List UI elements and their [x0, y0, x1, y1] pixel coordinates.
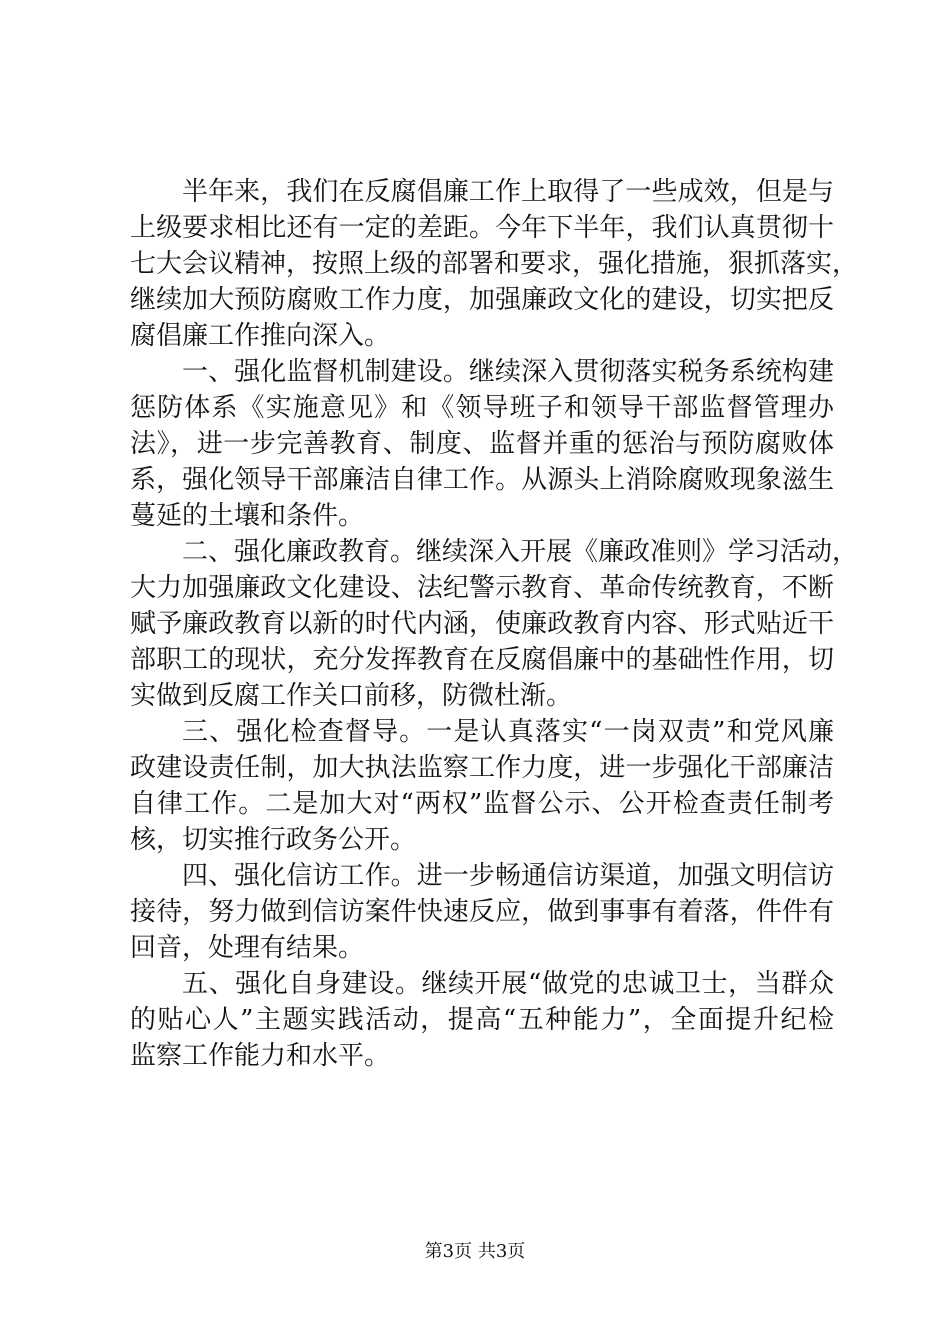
text-line: 一、强化监督机制建设。继续深入贯彻落实税务系统构建 — [182, 357, 834, 387]
document-body — [130, 174, 859, 1074]
text-line: 二、强化廉政教育。继续深入开展《廉政准则》学习活动， — [182, 537, 859, 567]
text-line: 核，切实推行政务公开。 — [130, 825, 417, 855]
text-line: 接待，努力做到信访案件快速反应，做到事事有着落，件件有 — [130, 897, 834, 927]
text-line: 上级要求相比还有一定的差距。今年下半年，我们认真贯彻十 — [130, 213, 834, 243]
text-line: 系，强化领导干部廉洁自律工作。从源头上消除腐败现象滋生 — [130, 465, 834, 495]
text-line: 四、强化信访工作。进一步畅通信访渠道，加强文明信访 — [182, 861, 834, 891]
text-line: 赋予廉政教育以新的时代内涵，使廉政教育内容、形式贴近干 — [130, 609, 834, 639]
text-line: 三、强化检查督导。一是认真落实“一岗双责”和党风廉 — [182, 717, 834, 747]
text-line: 继续加大预防腐败工作力度，加强廉政文化的建设，切实把反 — [130, 285, 834, 315]
page-footer: 第3页 共3页 — [424, 1241, 526, 1262]
text-line: 政建设责任制，加大执法监察工作力度，进一步强化干部廉洁 — [130, 753, 834, 783]
text-line: 蔓延的土壤和条件。 — [130, 501, 365, 531]
text-line: 七大会议精神，按照上级的部署和要求，强化措施，狠抓落实， — [130, 249, 859, 279]
text-line: 实做到反腐工作关口前移，防微杜渐。 — [130, 681, 573, 711]
text-line: 法》，进一步完善教育、制度、监督并重的惩治与预防腐败体 — [130, 429, 834, 459]
text-line: 半年来，我们在反腐倡廉工作上取得了一些成效，但是与 — [182, 177, 834, 207]
text-line: 五、强化自身建设。继续开展“做党的忠诚卫士，当群众 — [182, 969, 834, 999]
text-line: 腐倡廉工作推向深入。 — [130, 321, 391, 351]
text-line: 的贴心人”主题实践活动，提高“五种能力”，全面提升纪检 — [130, 1005, 834, 1035]
text-line: 自律工作。二是加大对“两权”监督公示、公开检查责任制考 — [130, 789, 834, 819]
text-line: 回音，处理有结果。 — [130, 933, 365, 963]
text-line: 惩防体系《实施意见》和《领导班子和领导干部监督管理办 — [130, 393, 834, 423]
text-line: 监察工作能力和水平。 — [130, 1041, 391, 1071]
text-line: 部职工的现状，充分发挥教育在反腐倡廉中的基础性作用，切 — [130, 645, 834, 675]
text-line: 大力加强廉政文化建设、法纪警示教育、革命传统教育，不断 — [130, 573, 834, 603]
